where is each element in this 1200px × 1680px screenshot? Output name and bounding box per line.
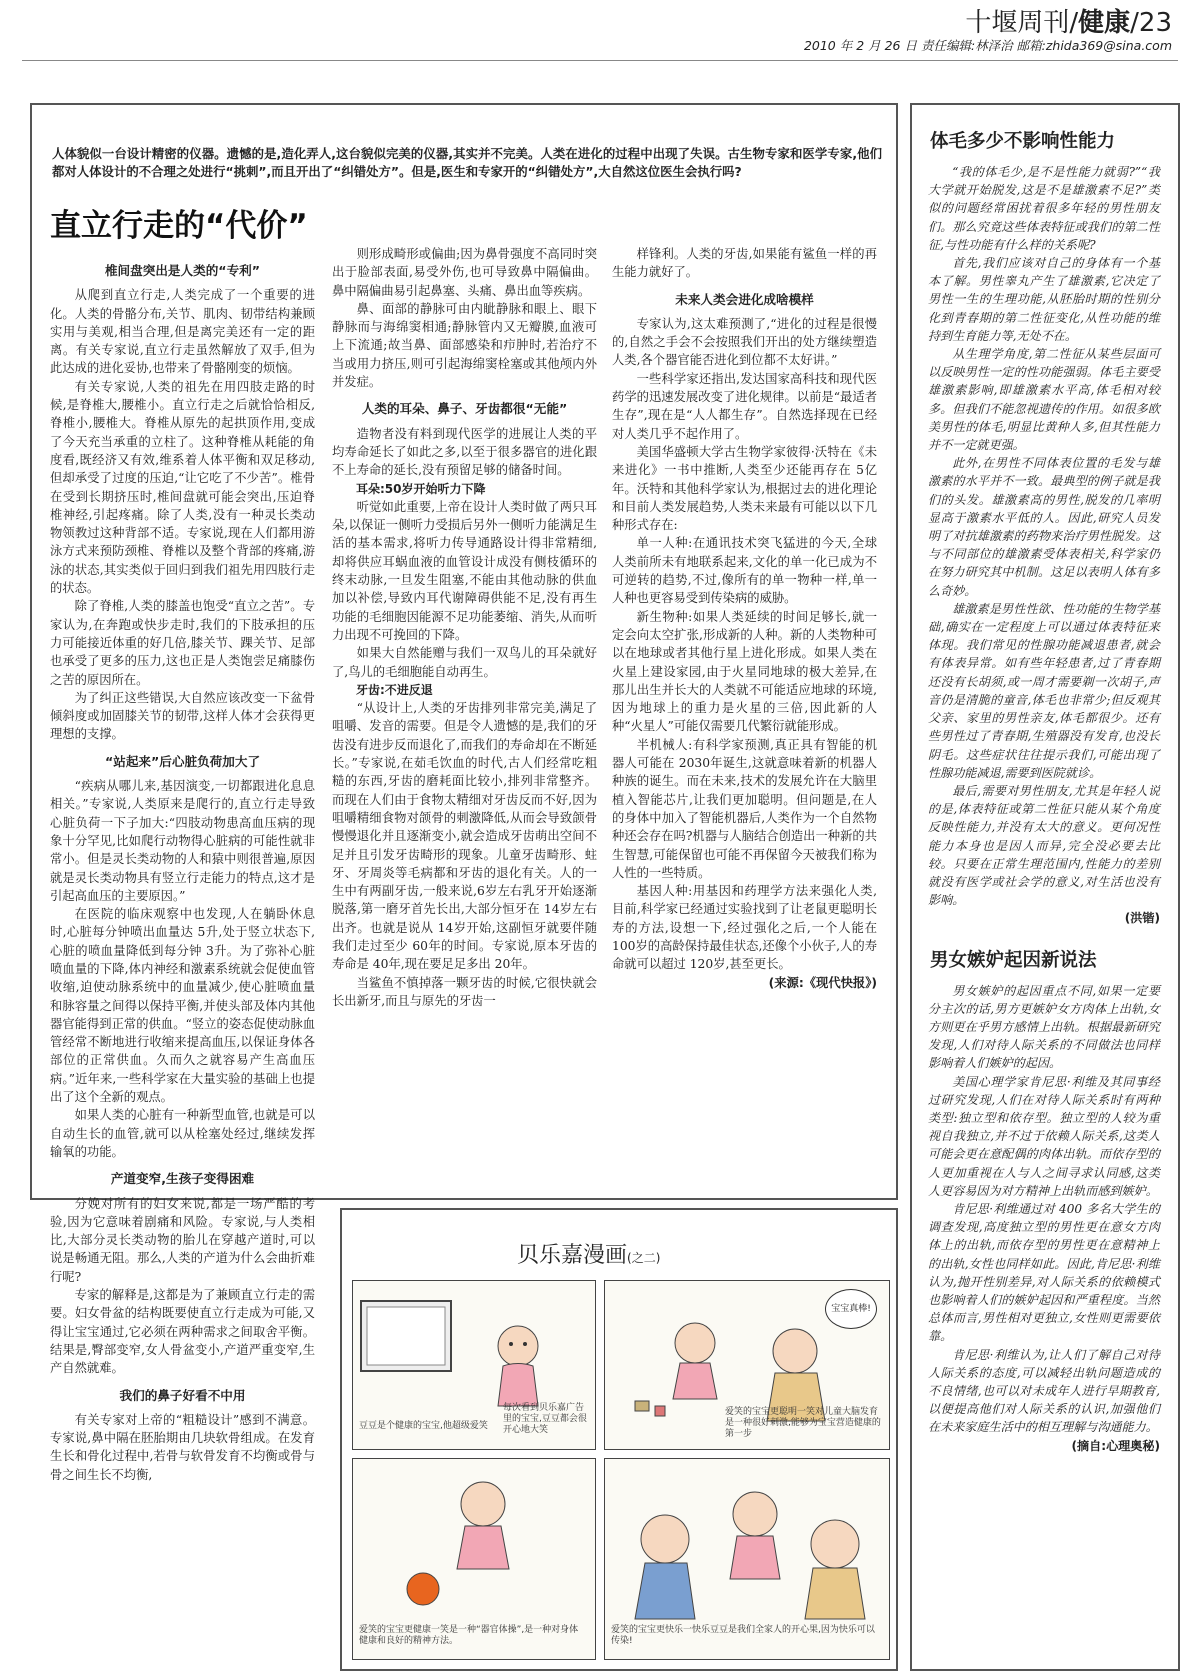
- paper-name: 十堰周刊: [965, 8, 1070, 38]
- masthead: [0, 0, 1200, 58]
- speech-bubble: 宝宝真棒!: [825, 1289, 877, 1329]
- paragraph: 美国心理学家肯尼思·利维及其同事经过研究发现,人们在对待人际关系时有两种类型:独立型和依存型。独立型的人较为重视自我独立,并不过于依赖人际关系,这类人可能会更在意配偶的肉体出轨。而依存型的人更加重视在人与人之间寻求认同感,这类人更容易因为对方精神上出轨而感到嫉妒。: [928, 1074, 1160, 1198]
- panel-1-caption: 豆豆是个健康的宝宝,他超级爱笑: [359, 1421, 488, 1431]
- paragraph: 肯尼思·利维认为,让人们了解自己对待人际关系的态度,可以减轻出轨问题造成的不良情绪,也可以对未成年人进行早期教育,以便提高他们对人际关系的认识,加强他们在未来家庭生活中的相互理解与沟通能力。: [928, 1347, 1160, 1435]
- paragraph: 美国华盛顿大学古生物学家彼得·沃特在《未来进化》一书中推断,人类至少还能再存在 5亿年。沃特和其他科学家认为,根据过去的进化理论和目前人类发展趋势,人类未来最有可能以以下几种形式存在:: [612, 444, 877, 533]
- article-headline: 直立行走的“代价”: [50, 208, 308, 244]
- paragraph: 最后,需要对男性朋友,尤其是年轻人说的是,体表特征或第二性征只能从某个角度反映性能力,并没有太大的意义。更何况性能力本身也是因人而异,完全没必要去比较。只要在正常生理范围内,性能力的差别就没有医学或社会学的意义,对生活也没有影响。: [928, 783, 1160, 908]
- sidebar-title-jealousy: 男女嫉妒起因新说法: [930, 949, 1097, 971]
- subhead-nose: 我们的鼻子好看不中用: [119, 1387, 246, 1403]
- comic-title: [517, 1238, 660, 1269]
- comic-panel-1: [352, 1280, 596, 1450]
- paragraph: 雄激素是男性性欲、性功能的生物学基础,确实在一定程度上可以通过体表特征来体现。我们常见的性腺功能减退患者,就会有体表异常。如有些年轻患者,过了青春期还没有长胡须,或一周才需要剃一次胡子,声音仍是清脆的童音,体毛也非常少;但反观其父亲、家里的男性亲友,体毛都很少。还有些男性过了青春期,生殖器没有发育,也没长阴毛。这些症状往往提示我们,可能出现了性腺功能减退,需要到医院就诊。: [928, 601, 1160, 780]
- paragraph: 造物者没有料到现代医学的进展让人类的平均寿命延长了如此之多,以至于很多器官的进化跟不上寿命的延长,没有预留足够的储备时间。: [332, 426, 597, 478]
- paragraph: 如果大自然能赠与我们一双鸟儿的耳朵就好了,鸟儿的毛细胞能自动再生。: [332, 646, 597, 679]
- panel-1-note: 每次看到贝乐嘉广告里的宝宝,豆豆都会很开心地大笑: [503, 1403, 587, 1435]
- byline: (洪锴): [1124, 911, 1160, 926]
- paragraph: 鼻、面部的静脉可由内眦静脉和眼上、眼下静脉而与海绵窦相通;静脉管内又无瓣膜,血液可上下流通;故当鼻、面部感染和疖肿时,若治疗不当或用力挤压,则可引起海绵窦栓塞或其他颅内外并发症。: [332, 301, 597, 390]
- article-column-1: [50, 253, 315, 1484]
- paragraph: 除了脊椎,人类的膝盖也饱受“直立之苦”。专家认为,在奔跑或快步走时,我们的下肢承担的压力可能接近体重的好几倍,膝关节、踝关节、足部也承受了更多的压力,这也正是人类饱尝足痛膝伤之苦的原因所在。: [50, 599, 315, 687]
- sidebar-title-hair: 体毛多少不影响性能力: [930, 131, 1116, 152]
- paragraph: 单一人种:在通讯技术突飞猛进的今天,全球人类前所未有地联系起来,文化的单一化已成为不可逆转的趋势,不过,像所有的单一物种一样,单一人种也更容易受到传染病的威胁。: [612, 536, 877, 606]
- comic-panel-3: [352, 1458, 596, 1660]
- paragraph: 分娩对所有的妇女来说,都是一场严酷的考验,因为它意味着剧痛和风险。专家说,与人类相比,大部分灵长类动物的胎儿在穿越产道时,可以说是畅通无阻。那么,人类的产道为什么会曲折难行呢?: [50, 1196, 315, 1284]
- paragraph: 专家的解释是,这都是为了兼顾直立行走的需要。妇女骨盆的结构既要使直立行走成为可能,又得让宝宝通过,它必须在两种需求之间取舍平衡。结果是,臀部变窄,女人骨盆变小,产道严重变窄,生产自然就难。: [50, 1288, 315, 1376]
- page-number: 23: [1138, 8, 1172, 38]
- paragraph: 首先,我们应该对自己的身体有一个基本了解。男性睾丸产生了雄激素,它决定了男性一生的生理功能,从胚胎时期的性别分化到青春期的第二性征变化,从性功能的维持到生育能力等,无处不在。: [928, 256, 1160, 343]
- paragraph: “从设计上,人类的牙齿排列非常完美,满足了咀嚼、发音的需要。但是令人遗憾的是,我们的牙齿没有进步反而退化了,而我们的寿命却在不断延长。”专家说,在茹毛饮血的时代,古人们经常吃粗糙的东西,牙齿的磨耗面比较小,排列非常整齐。而现在人们由于食物太精细对牙齿反而不好,因为咀嚼精细食物对颌骨的刺激降低,从而会导致颌骨慢慢退化并且逐渐变小,就会造成牙齿萌出空间不足并且引发牙齿畸形的现象。儿童牙齿畸形、蛀牙、牙周炎等毛病都和牙齿的退化有关。人的一生中有两副牙齿,一般来说,6岁左右乳牙开始逐渐脱落,第一磨牙首先长出,大部分恒牙在 14岁左右出齐。也就是说从 14岁开始,这副恒牙就要伴随我们走过至少 60年的时间。专家说,原本牙齿的寿命是 40年,现在要足足多出 20年。: [332, 701, 597, 972]
- paragraph: 为了纠正这些错误,大自然应该改变一下盆骨倾斜度或加固膝关节的韧带,这样人体才会获得更理想的支撑。: [50, 690, 315, 742]
- paragraph: 专家认为,这太难预测了,“进化的过程是很慢的,自然之手会不会按照我们开出的处方继续塑造人类,各个器官能否进化到位都不太好讲。”: [612, 316, 877, 368]
- subhead-future: 未来人类会进化成啥模样: [675, 291, 814, 307]
- subhead-organs: 人类的耳朵、鼻子、牙齿都很“无能”: [361, 401, 568, 417]
- section-name: 健康: [1078, 8, 1131, 38]
- paragraph: 从生理学角度,第二性征从某些层面可以反映男性一定的性功能强弱。体毛主要受雄激素影响,即雄激素水平高,体毛相对较多。但我们不能忽视遗传的作用。如很多欧美男性的体毛,明显比黄种人多,但其性能力并不一定就更强。: [928, 347, 1160, 453]
- paragraph: 一些科学家还指出,发达国家高科技和现代医药学的迅速发展改变了进化规律。以前是“最适者生存”,现在是“人人都生存”。自然选择现在已经对人类几乎不起作用了。: [612, 371, 877, 441]
- paragraph: 有关专家说,人类的祖先在用四肢走路的时候,是脊椎大,腰椎小。直立行走之后就恰恰相反,脊椎小,腰椎大。脊椎从原先的起拱顶作用,变成了今天充当承重的立柱了。这种脊椎从耗能的角度看,既经济又有效,维系着人体平衡和双足移动,但却承受了过度的压迫,“让它吃了不少苦”。椎骨在受到长期挤压时,椎间盘就可能会突出,压迫脊椎神经,引起疼痛。除了人类,没有一种灵长类动物领教过这种背部不适。专家说,现在人们都用游泳方式来预防颈椎、脊椎以及整个背部的疼痛,游泳的状态,其实类似于回归到我们祖先用四肢行走的状态。: [50, 379, 315, 596]
- paragraph: 此外,在男性不同体表位置的毛发与雄激素的水平并不一致。最典型的例子就是我们的头发。雄激素高的男性,脱发的几率明显高于激素水平低的人。因此,研究人员发明了对抗雄激素的药物来治疗男性脱发。这与不同部位的雄激素受体表相关,科学家仍在努力研究其中机制。这足以表明人体有多么奇妙。: [928, 456, 1160, 598]
- byline: (摘自:心理奥秘): [1071, 1438, 1160, 1453]
- subhead-disc: 椎间盘突出是人类的“专利”: [104, 263, 261, 278]
- article-source: (来源:《现代快报》): [768, 975, 877, 990]
- sidebar-article-hair: [928, 163, 1160, 928]
- paragraph: 如果人类的心脏有一种新型血管,也就是可以自动生长的血管,就可以从栓塞处经过,继续发挥输氧的功能。: [50, 1108, 315, 1159]
- panel-2-caption: 爱笑的宝宝更聪明一笑对儿童大脑发育是一种很好刺激,能够为宝宝营造健康的第一步: [725, 1407, 881, 1439]
- comic-panel-2: [604, 1280, 890, 1450]
- paragraph: “我的体毛少,是不是性能力就弱?”“我大学就开始脱发,这是不是雄激素不足?”类似的问题经常困扰着很多年轻的男性朋友们。那么究竟这些体表特征或我们的第二性征,与性功能有什么样的关系呢?: [928, 165, 1160, 252]
- paragraph: 新生物种:如果人类延续的时间足够长,就一定会向太空扩张,形成新的人种。新的人类物种可以在地球或者其他行星上进化形成。如果人类在火星上建设家园,由于火星同地球的极大差异,在那儿出生并长大的人类就不可能适应地球的环境,因为地球上的重力是火星的三倍,因此新的人种“火星人”可能仅需要几代繁衍就能形成。: [612, 609, 877, 734]
- comic-part: (之二): [627, 1251, 661, 1265]
- paragraph: 基因人种:用基因和药理学方法来强化人类,目前,科学家已经通过实验找到了让老鼠更聪明长寿的方法,设想一下,经过强化之后,一个人能在 100岁的高龄保持最佳状态,还像个小伙子,人的寿命就可以超过 120岁,甚至更长。: [612, 884, 877, 972]
- panel-3-caption: 爱笑的宝宝更健康一笑是一种“器官体操”,是一种对身体健康和良好的精神方法。: [359, 1625, 579, 1646]
- editor-credit: 2010 年 2 月 26 日 责任编辑:林泽治 邮箱:zhida369@sina.com: [803, 38, 1172, 53]
- paragraph: 在医院的临床观察中也发现,人在躺卧休息时,心脏每分钟喷出血量达 5升,处于竖立状态下,心脏的喷血量降低到每分钟 3升。为了弥补心脏喷血量的下降,体内神经和激素系统就会促使血管收缩,迫使动脉系统中的血量减少,使心脏喷血量和脉容量之间得以保持平衡,并使头部及体内其他器官能得到正常的供血。“竖立的姿态促使动脉血管经常不断地进行收缩来提高血压,以保证身体各部位的正常供血。久而久之就容易产生高血压病。”近年来,一些科学家在大量实验的基础上也提出了这个全新的观点。: [50, 907, 315, 1105]
- masthead-title: 十堰周刊/健康/23: [965, 8, 1172, 38]
- paragraph: “疾病从哪儿来,基因演变,一切都跟进化息息相关。”专家说,人类原来是爬行的,直立行走导致心脏负荷一下子加大:“四肢动物患高血压病的现象十分罕见,比如爬行动物得心脏病的可能性就非常小。但是灵长类动物的人和猿中则很普遍,原因就是灵长类动物具有竖立行走能力的特点,这才是引起高血压的主要原因。”: [50, 779, 315, 903]
- minor-subhead-ear: 耳朵:50岁开始听力下降: [356, 481, 486, 496]
- minor-subhead-teeth: 牙齿:不进反退: [356, 682, 433, 697]
- paragraph: 男女嫉妒的起因重点不同,如果一定要分主次的话,男方更嫉妒女方肉体上出轨,女方则更在乎男方感情上出轨。根据最新研究发现,人们对待人际关系的不同做法也同样影响着人们嫉妒的起因。: [928, 983, 1160, 1071]
- sidebar-article-jealousy: [928, 982, 1160, 1455]
- paragraph: 听觉如此重要,上帝在设计人类时做了两只耳朵,以保证一侧听力受损后另外一侧听力能满足生活的基本需求,将听力传导通路设计得非常精细,却将供应耳蜗血液的血管设计成没有侧枝循环的终末动脉,一旦发生阻塞,不能由其他动脉的供血加以补偿,导致内耳代谢障碍供能不足,没有再生功能的毛细胞因能源不足功能萎缩、消失,从而听力出现不可挽回的下降。: [332, 499, 597, 642]
- paragraph: 半机械人:有科学家预测,真正具有智能的机器人可能在 2030年诞生,这就意味着新的机器人种族的诞生。而在未来,技术的发展允许在大脑里植入智能芯片,让我们更加聪明。但问题是,在人的身体中加入了智能机器后,人类作为一个自然物种还会存在吗?机器与人脑结合创造出一种新的共生智慧,可能保留也可能不再保留今天被我们称为人性的一些特质。: [612, 737, 877, 880]
- article-lead: 人体貌似一台设计精密的仪器。遗憾的是,造化弄人,这台貌似完美的仪器,其实并不完美。人类在进化的过程中出现了失误。古生物专家和医学专家,他们都对人体设计的不合理之处进行“挑刺”,而且开出了“纠错处方”。但是,医生和专家开的“纠错处方”,大自然这位医生会执行吗?: [52, 146, 882, 179]
- paragraph: 则形成畸形或偏曲;因为鼻骨强度不高同时突出于脸部表面,易受外伤,也可导致鼻中隔偏曲。鼻中隔偏曲易引起鼻塞、头痛、鼻出血等疾病。: [332, 247, 597, 298]
- header-rule: [22, 60, 1178, 61]
- panel-4-caption: 爱笑的宝宝更快乐一快乐豆豆是我们全家人的开心果,因为快乐可以传染!: [611, 1625, 875, 1646]
- comic-strip: [340, 1208, 898, 1671]
- comic-title-text: 贝乐嘉漫画: [517, 1243, 628, 1268]
- paragraph: 肯尼思·利维通过对 400 多名大学生的调查发现,高度独立型的男性更在意女方肉体上的出轨,而依存型的男性更在意精神上的出轨,女性也同样如此。因此,肯尼思·利维认为,抛开性别差异,对人际关系的依赖模式也影响着人们的嫉妒起因和严重程度。当然总体而言,男性相对更独立,女性则更需要依靠。: [928, 1201, 1160, 1344]
- article-column-3: [612, 245, 877, 992]
- subhead-heart: “站起来”后心脏负荷加大了: [104, 753, 261, 769]
- paragraph: 有关专家对上帝的“粗糙设计”感到不满意。专家说,鼻中隔在胚胎期由几块软骨组成。在发育生长和骨化过程中,若骨与软骨发育不均衡或骨与骨之间生长不均衡,: [50, 1412, 315, 1482]
- subhead-birth: 产道变窄,生孩子变得困难: [110, 1171, 255, 1187]
- article-column-2: [332, 245, 597, 1010]
- paragraph: 从爬到直立行走,人类完成了一个重要的进化。人类的骨骼分布,关节、肌肉、韧带结构兼顾实用与美观,相当合理,但是离完美还有一定的距离。有关专家说,直立行走虽然解放了双手,但为此达成的进化妥协,也带来了骨骼刚变的烦恼。: [50, 288, 315, 376]
- paragraph: 样锋利。人类的牙齿,如果能有鲨鱼一样的再生能力就好了。: [612, 247, 877, 280]
- comic-panel-4: [604, 1458, 890, 1660]
- sidebar-articles: [910, 103, 1180, 1671]
- paragraph: 当鲨鱼不慎掉落一颗牙齿的时候,它很快就会长出新牙,而且与原先的牙齿一: [332, 975, 597, 1008]
